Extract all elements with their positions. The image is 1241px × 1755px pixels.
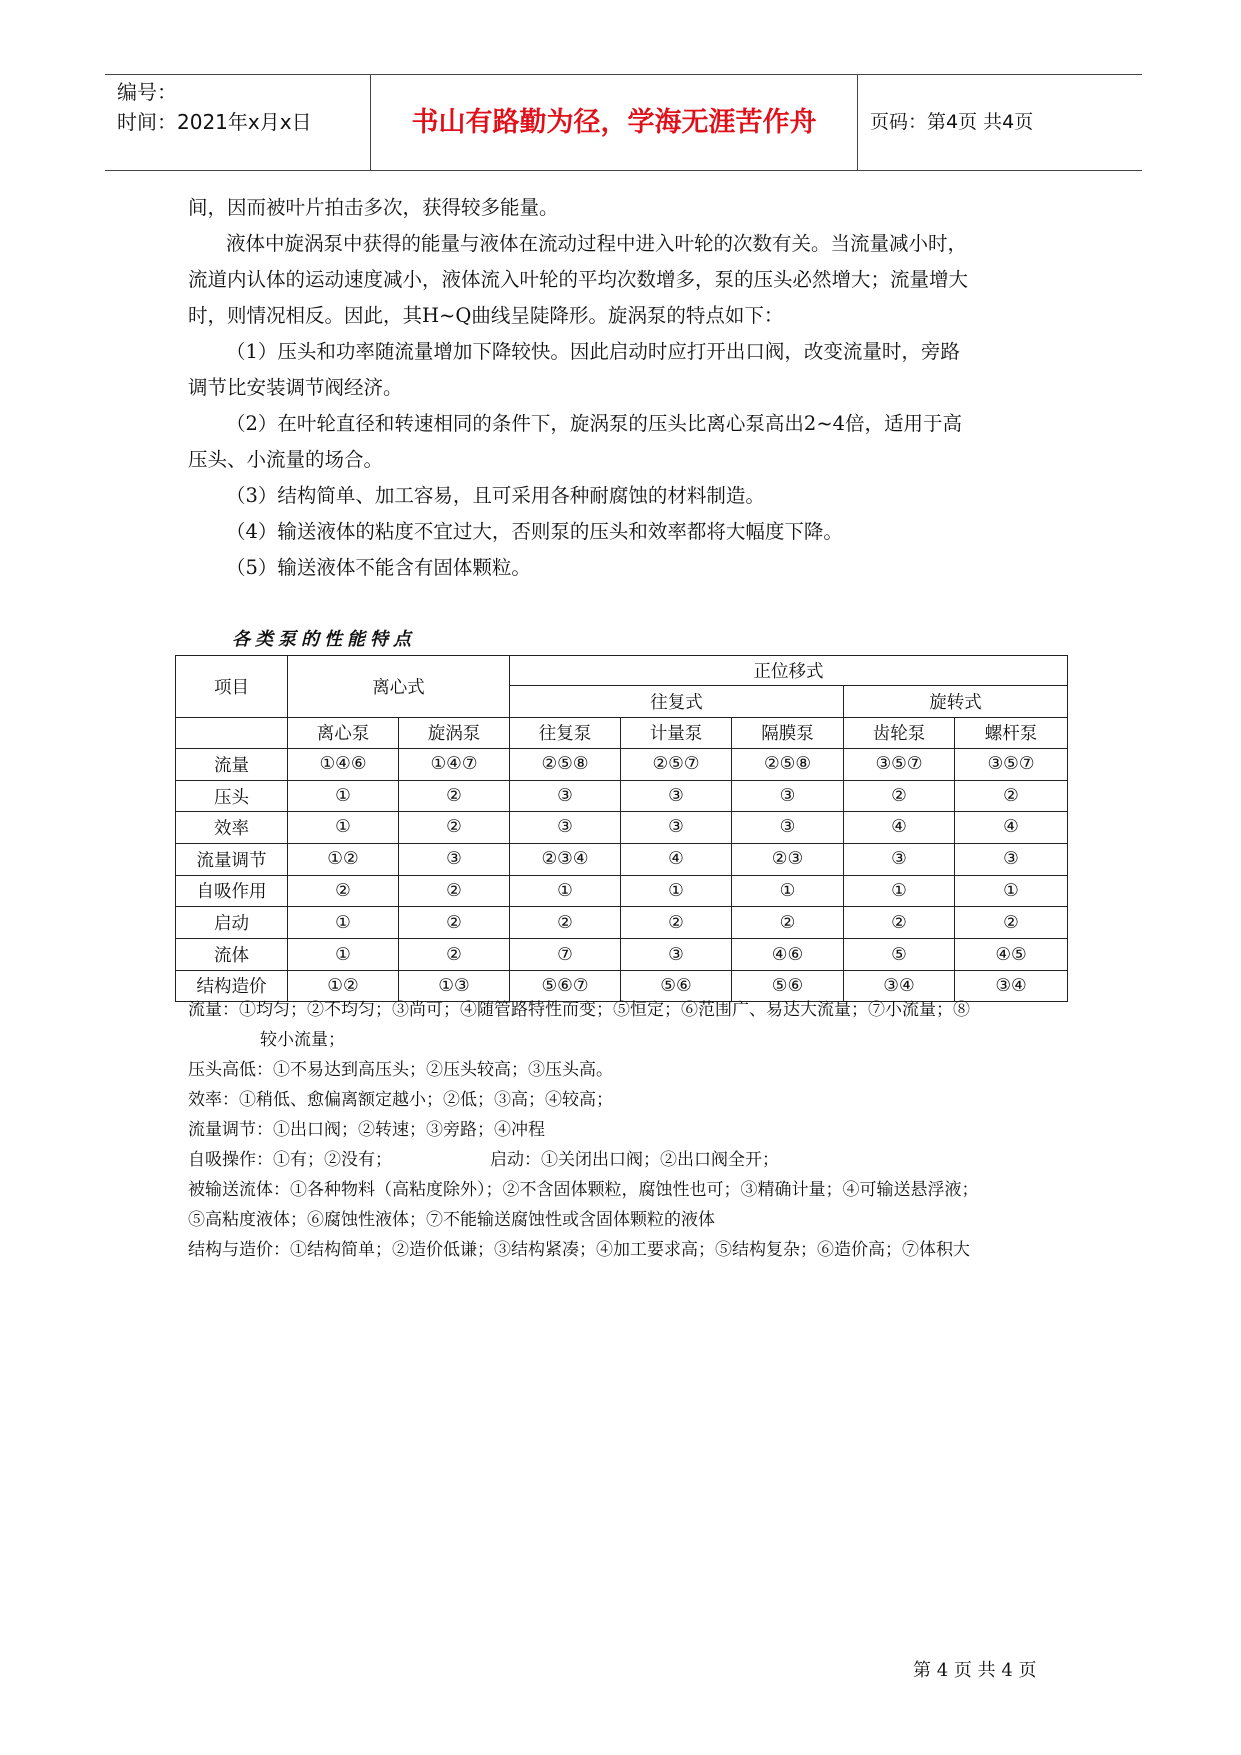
page-header (105, 74, 1142, 171)
table-cell: ①② (288, 970, 399, 1001)
legend-self-priming (188, 1145, 392, 1175)
table-cell: ⑤⑥ (732, 970, 844, 1001)
pump-name: 旋涡泵 (399, 717, 510, 748)
table-cell: ①② (288, 843, 399, 875)
table-cell: ② (955, 907, 1068, 939)
legend-key: 结构与造价： (188, 1240, 290, 1260)
table-cell: ②⑤⑧ (510, 748, 621, 780)
table-cell: ② (510, 907, 621, 939)
legend-text: ①结构简单；②造价低谦；③结构紧凑；④加工要求高；⑤结构复杂；⑥造价高；⑦体积大 (290, 1240, 970, 1260)
table-cell: ③ (732, 812, 844, 843)
table-cell: ③ (399, 843, 510, 875)
legend-fluid-cont (188, 1205, 715, 1235)
body-paragraph: （1）压头和功率随流量增加下降较快。因此启动时应打开出口阀，改变流量时，旁路 (226, 340, 960, 363)
pump-name: 隔膜泵 (732, 717, 844, 748)
table-row (176, 781, 1068, 812)
reciprocating-group-header: 往复式 (510, 686, 844, 717)
table-row (176, 748, 1068, 780)
page-footer: 第 4 页 共 4 页 (913, 1660, 1037, 1681)
table-cell: ② (399, 939, 510, 970)
table-cell: ② (621, 907, 732, 939)
legend-key: 流量调节： (188, 1120, 273, 1140)
body-paragraph: 压头、小流量的场合。 (188, 448, 384, 471)
table-cell: ② (732, 907, 844, 939)
body-paragraph: 液体中旋涡泵中获得的能量与液体在流动过程中进入叶轮的次数有关。当流量减小时， (226, 232, 968, 255)
body-paragraph: 间，因而被叶片拍击多次，获得较多能量。 (188, 196, 559, 219)
table-cell: ① (288, 812, 399, 843)
pump-name: 往复泵 (510, 717, 621, 748)
table-cell: ③ (621, 812, 732, 843)
table-cell: ① (955, 875, 1068, 906)
legend-text: ①稍低、愈偏离额定越小；②低；③高；④较高； (239, 1090, 613, 1110)
legend-efficiency (188, 1085, 613, 1115)
legend-text: ①有；②没有； (273, 1150, 392, 1170)
table-cell: ⑦ (510, 939, 621, 970)
legend-key: 压头高低： (188, 1060, 273, 1080)
table-cell: ②③④ (510, 843, 621, 875)
table-cell: ⑤⑥⑦ (510, 970, 621, 1001)
table-cell: ③⑤⑦ (955, 748, 1068, 780)
table-cell: ② (288, 875, 399, 906)
body-paragraph: （3）结构简单、加工容易，且可采用各种耐腐蚀的材料制造。 (226, 484, 765, 507)
rotary-group-header: 旋转式 (844, 686, 1068, 717)
table-cell: ①③ (399, 970, 510, 1001)
legend-head (188, 1055, 613, 1085)
table-cell: ④ (844, 812, 955, 843)
table-cell: ③ (844, 843, 955, 875)
header-page-info: 页码：第4页 共4页 (870, 111, 1034, 133)
table-cell: ① (732, 875, 844, 906)
table-cell: ① (621, 875, 732, 906)
table-caption: 各类泵的性能特点 (232, 629, 416, 650)
table-cell: ② (955, 781, 1068, 812)
legend-regulation (188, 1115, 545, 1145)
table-cell: ② (399, 781, 510, 812)
table-cell: ② (399, 812, 510, 843)
legend-key: 流量： (188, 1000, 239, 1020)
legend-text: ①各种物料（高粘度除外）；②不含固体颗粒，腐蚀性也可；③精确计量；④可输送悬浮液； (290, 1180, 979, 1200)
row-label: 流量 (176, 748, 288, 780)
body-paragraph: （2）在叶轮直径和转速相同的条件下，旋涡泵的压头比离心泵高出2~4倍，适用于高 (226, 412, 963, 435)
table-cell: ①④⑥ (288, 748, 399, 780)
table-header-row (176, 656, 1068, 686)
row-label: 自吸作用 (176, 875, 288, 906)
body-paragraph: （4）输送液体的粘度不宜过大，否则泵的压头和效率都将大幅度下降。 (226, 520, 843, 543)
table-cell: ③ (732, 781, 844, 812)
pump-name: 螺杆泵 (955, 717, 1068, 748)
table-cell: ③ (621, 939, 732, 970)
pump-name: 离心泵 (288, 717, 399, 748)
pump-name: 齿轮泵 (844, 717, 955, 748)
row-label: 启动 (176, 907, 288, 939)
legend-key: 启动： (490, 1150, 541, 1170)
table-cell: ④ (955, 812, 1068, 843)
table-cell: ②⑤⑦ (621, 748, 732, 780)
table-cell: ⑤ (844, 939, 955, 970)
row-label: 效率 (176, 812, 288, 843)
serial-label: 编号： (117, 80, 177, 104)
legend-flow (188, 995, 970, 1025)
legend-key: 被输送流体： (188, 1180, 290, 1200)
row-label: 结构造价 (176, 970, 288, 1001)
header-motto: 书山有路勤为径，学海无涯苦作舟 (411, 107, 817, 138)
centrifugal-group-header: 离心式 (288, 656, 510, 718)
body-paragraph: （5）输送液体不能含有固体颗粒。 (226, 556, 531, 579)
table-cell: ④⑥ (732, 939, 844, 970)
table-cell: ①④⑦ (399, 748, 510, 780)
body-paragraph: 时，则情况相反。因此，其H~Q曲线呈陡降形。旋涡泵的特点如下： (188, 304, 784, 327)
table-cell: ④ (621, 843, 732, 875)
pump-performance-table (175, 655, 1068, 1002)
legend-text: ①出口阀；②转速；③旁路；④冲程 (273, 1120, 545, 1140)
legend-structure (188, 1235, 970, 1265)
time-label: 时间：2021年x月x日 (117, 110, 312, 134)
item-header: 项目 (176, 656, 288, 718)
row-label: 压头 (176, 781, 288, 812)
table-cell: ③⑤⑦ (844, 748, 955, 780)
table-cell: ② (399, 907, 510, 939)
table-cell: ① (510, 875, 621, 906)
table-row (176, 875, 1068, 906)
table-cell: ① (288, 907, 399, 939)
table-cell: ⑤⑥ (621, 970, 732, 1001)
table-cell: ③ (955, 843, 1068, 875)
row-label: 流体 (176, 939, 288, 970)
table-cell: ① (288, 781, 399, 812)
table-cell: ③④ (844, 970, 955, 1001)
table-cell: ③ (510, 812, 621, 843)
table-row (176, 907, 1068, 939)
header-meta (117, 75, 367, 170)
table-row (176, 939, 1068, 970)
body-paragraph: 调节比安装调节阀经济。 (188, 376, 403, 399)
table-cell: ② (399, 875, 510, 906)
table-cell: ① (844, 875, 955, 906)
legend-text: ①关闭出口阀；②出口阀全开； (541, 1150, 779, 1170)
legend-text: ①均匀；②不均匀；③尚可；④随管路特性而变；⑤恒定；⑥范围广、易达大流量；⑦小流量；⑧ (239, 1000, 970, 1020)
table-cell: ②⑤⑧ (732, 748, 844, 780)
table-cell: ③④ (955, 970, 1068, 1001)
legend-fluid (188, 1175, 979, 1205)
table-cell: ②③ (732, 843, 844, 875)
legend-text: ⑤高粘度液体；⑥腐蚀性液体；⑦不能输送腐蚀性或含固体颗粒的液体 (188, 1210, 715, 1230)
legend-flow-cont (260, 1025, 345, 1055)
blank-cell (176, 717, 288, 748)
table-cell: ② (844, 781, 955, 812)
legend-start (490, 1145, 779, 1175)
pump-name: 计量泵 (621, 717, 732, 748)
legend-key: 效率： (188, 1090, 239, 1110)
legend-text: ①不易达到高压头；②压头较高；③压头高。 (273, 1060, 613, 1080)
header-divider (857, 75, 858, 170)
table-cell: ③ (510, 781, 621, 812)
table-cell: ④⑤ (955, 939, 1068, 970)
pump-name-row (176, 717, 1068, 748)
body-paragraph: 流道内认体的运动速度减小，液体流入叶轮的平均次数增多，泵的压头必然增大；流量增大 (188, 268, 969, 291)
row-label: 流量调节 (176, 843, 288, 875)
table-row (176, 812, 1068, 843)
legend-key: 自吸操作： (188, 1150, 273, 1170)
table-cell: ② (844, 907, 955, 939)
table-cell: ③ (621, 781, 732, 812)
legend-text: 较小流量； (260, 1030, 345, 1050)
table-row (176, 843, 1068, 875)
table-cell: ① (288, 939, 399, 970)
positive-group-header: 正位移式 (510, 656, 1068, 686)
